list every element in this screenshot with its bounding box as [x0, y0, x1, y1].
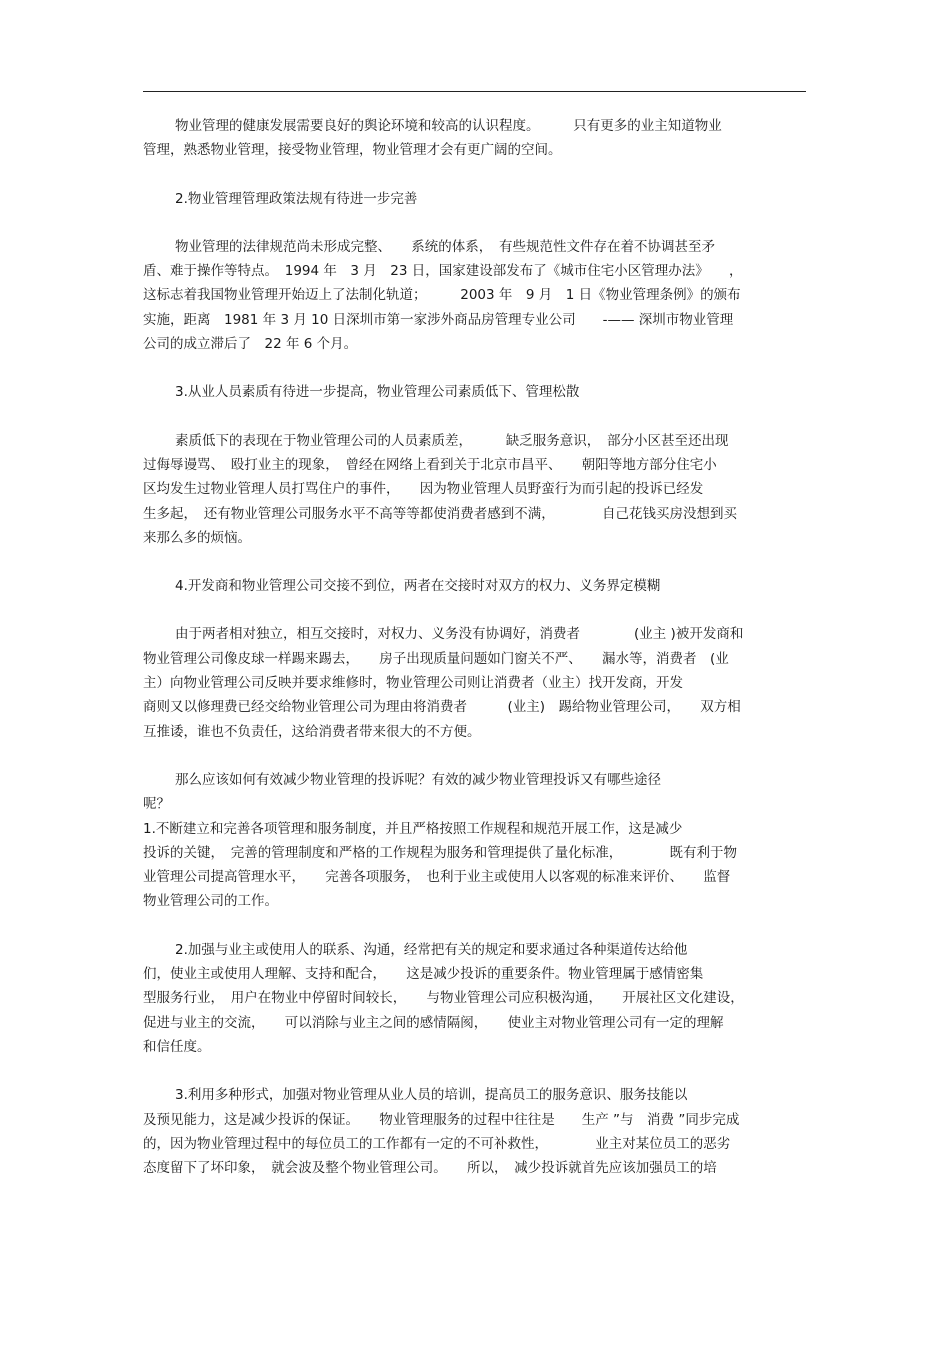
text-line: 3.从业人员素质有待进一步提高，物业管理公司素质低下、管理松散: [175, 384, 580, 401]
text-line: 商则又以修理费已经交给物业管理公司为理由将消费者 (业主) 踢给物业管理公司， 双方相: [143, 699, 741, 716]
measure-2-paragraph: [143, 938, 806, 1059]
text-line: 3.利用多种形式，加强对物业管理从业人员的培训，提高员工的服务意识、服务技能以: [175, 1087, 688, 1104]
measure-3-paragraph: [143, 1083, 806, 1180]
text-line: 2.物业管理管理政策法规有待进一步完善: [175, 190, 418, 207]
text-line: 物业管理的法律规范尚未形成完整、 系统的体系， 有些规范性文件存在着不协调甚至矛: [175, 238, 715, 255]
document-body: [143, 114, 806, 1180]
header-rule: [143, 91, 806, 92]
text-line: 那么应该如何有效减少物业管理的投诉呢？有效的减少物业管理投诉又有哪些途径: [175, 771, 661, 788]
text-line: 的，因为物业管理过程中的每位员工的工作都有一定的不可补救性， 业主对某位员工的恶劣: [143, 1135, 731, 1152]
text-line: 业管理公司提高管理水平， 完善各项服务， 也利于业主或使用人以客观的标准来评价、 监督: [143, 869, 731, 886]
paragraph-4: [143, 622, 806, 743]
text-line: 2.加强与业主或使用人的联系、沟通，经常把有关的规定和要求通过各种渠道传达给他: [175, 941, 688, 958]
section-heading-2: [143, 187, 806, 211]
text-line: 生多起， 还有物业管理公司服务水平不高等等都使消费者感到不满， 自己花钱买房没想到买: [143, 505, 737, 522]
paragraph-3: [143, 429, 806, 550]
text-line: 实施，距离 1981 年 3 月 10 日深圳市第一家涉外商品房管理专业公司 -—— 深圳市物业管理: [143, 311, 734, 328]
measure-1-paragraph: [143, 817, 806, 914]
text-line: 来那么多的烦恼。: [143, 529, 251, 546]
text-line: 型服务行业， 用户在物业中停留时间较长， 与物业管理公司应积极沟通， 开展社区文化建设，: [143, 990, 744, 1007]
text-line: 4.开发商和物业管理公司交接不到位，两者在交接时对双方的权力、义务界定模糊: [175, 578, 661, 595]
text-line: 区均发生过物业管理人员打骂住户的事件， 因为物业管理人员野蛮行为而引起的投诉已经发: [143, 481, 704, 498]
text-line: 素质低下的表现在于物业管理公司的人员素质差， 缺乏服务意识， 部分小区甚至还出现: [175, 432, 729, 449]
text-line: 由于两者相对独立，相互交接时，对权力、义务没有协调好，消费者 (业主 )被开发商和: [175, 626, 744, 643]
text-line: 管理，熟悉物业管理，接受物业管理，物业管理才会有更广阔的空间。: [143, 142, 562, 159]
text-line: 物业管理公司的工作。: [143, 893, 278, 910]
text-line: 呢？: [143, 796, 170, 813]
text-line: 及预见能力，这是减少投诉的保证。 物业管理服务的过程中往往是 生产 ”与 消费 ”同步完成: [143, 1111, 740, 1128]
text-line: 物业管理的健康发展需要良好的舆论环境和较高的认识程度。 只有更多的业主知道物业: [175, 118, 722, 134]
text-line: 态度留下了坏印象， 就会波及整个物业管理公司。 所以， 减少投诉就首先应该加强员工的培: [143, 1160, 717, 1177]
question-paragraph: [143, 768, 806, 817]
text-line: 投诉的关键， 完善的管理制度和严格的工作规程为服务和管理提供了量化标准， 既有利于物: [143, 844, 737, 861]
text-line: 和信任度。: [143, 1038, 211, 1055]
paragraph-2: [143, 235, 806, 356]
text-line: 公司的成立滞后了 22 年 6 个月。: [143, 336, 358, 353]
text-line: 互推诿，谁也不负责任，这给消费者带来很大的不方便。: [143, 723, 481, 740]
text-line: 盾、难于操作等特点。 1994 年 3 月 23 日，国家建设部发布了《城市住宅小区管理办法》 ，: [143, 263, 743, 280]
text-line: 过侮辱谩骂、 殴打业主的现象， 曾经在网络上看到关于北京市昌平、 朝阳等地方部分住宅小: [143, 456, 717, 473]
paragraph-1: [143, 114, 806, 163]
text-line: 物业管理公司像皮球一样踢来踢去， 房子出现质量问题如门窗关不严、 漏水等，消费者 (业: [143, 650, 729, 667]
text-line: 促进与业主的交流， 可以消除与业主之间的感情隔阂， 使业主对物业管理公司有一定的理解: [143, 1014, 724, 1031]
section-heading-3: [143, 380, 806, 404]
text-line: 1.不断建立和完善各项管理和服务制度，并且严格按照工作规程和规范开展工作，这是减少: [143, 820, 683, 837]
section-heading-4: [143, 574, 806, 598]
text-line: 们，使业主或使用人理解、支持和配合， 这是减少投诉的重要条件。物业管理属于感情密集: [143, 966, 704, 983]
text-line: 这标志着我国物业管理开始迈上了法制化轨道； 2003 年 9 月 1 日《物业管理条例》的颁布: [143, 287, 741, 304]
text-line: 主）向物业管理公司反映并要求维修时，物业管理公司则让消费者（业主）找开发商，开发: [143, 675, 683, 692]
